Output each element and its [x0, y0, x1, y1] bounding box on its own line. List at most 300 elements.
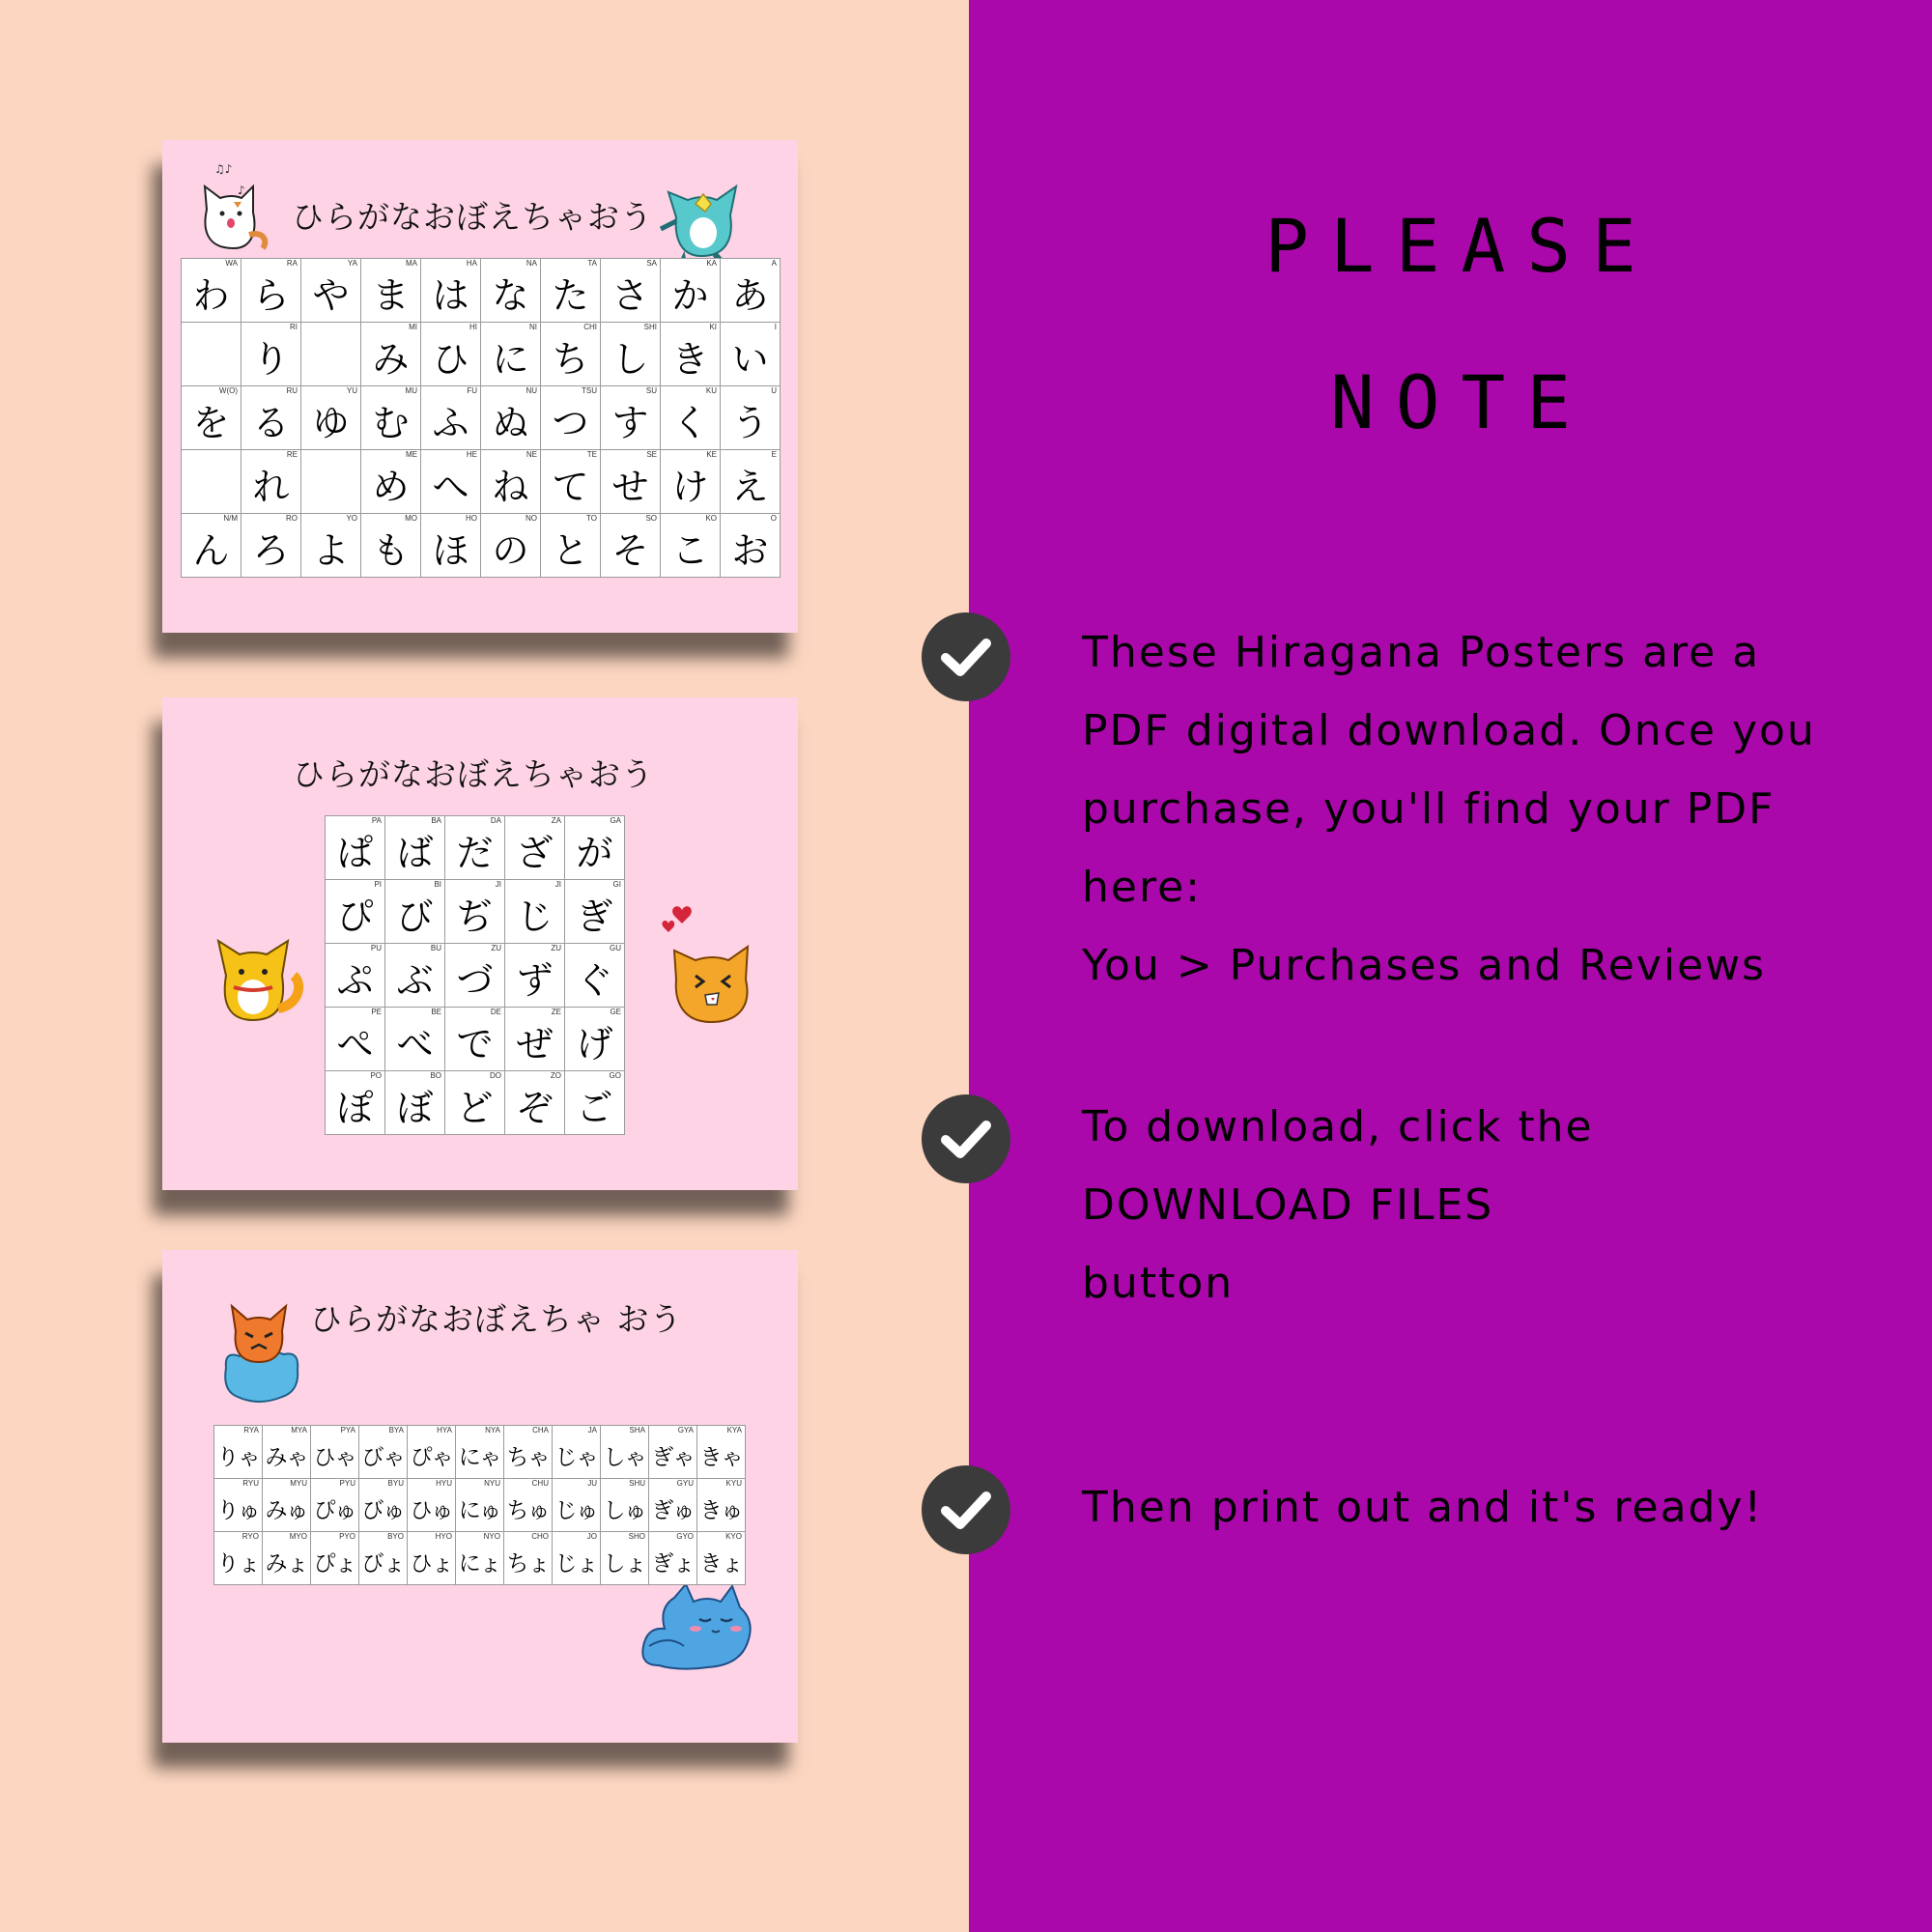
- kana-cell: [649, 1479, 697, 1532]
- note-line: PDF digital download. Once you: [1082, 706, 1816, 755]
- romaji-label: CHO: [531, 1532, 549, 1541]
- kana-cell: [408, 1426, 456, 1479]
- dakuten-chart: [325, 815, 625, 1135]
- yellow-cat-icon: [211, 916, 307, 1036]
- kana-cell: [481, 450, 541, 514]
- kana-cell: [385, 1008, 445, 1071]
- kana-cell: [504, 1426, 553, 1479]
- note-heading: NOTE: [1329, 359, 1593, 445]
- kana-cell: [408, 1479, 456, 1532]
- romaji-label: GYO: [676, 1532, 694, 1541]
- kana-cell: [311, 1532, 359, 1585]
- kana-character: [301, 350, 360, 359]
- kana-cell: [553, 1426, 601, 1479]
- kana-character: ら: [252, 273, 290, 317]
- kana-character: ひゅ: [410, 1497, 453, 1523]
- romaji-label: BA: [431, 816, 441, 825]
- romaji-label: NE: [526, 450, 537, 459]
- kana-character: す: [611, 401, 649, 444]
- kana-character: ぶ: [396, 958, 434, 1002]
- romaji-label: W(O): [218, 386, 238, 395]
- romaji-label: KE: [706, 450, 717, 459]
- romaji-label: PYU: [339, 1479, 355, 1488]
- kana-character: れ: [252, 465, 290, 508]
- kana-row: [182, 514, 781, 578]
- romaji-label: PA: [371, 816, 382, 825]
- kana-cell: [505, 816, 565, 880]
- kana-cell: [326, 880, 385, 944]
- romaji-label: JI: [554, 880, 561, 889]
- kana-cell: [649, 1532, 697, 1585]
- kana-character: づ: [456, 958, 494, 1002]
- kana-character: ぎ: [576, 895, 613, 938]
- sleeping-cat-icon: [639, 1578, 757, 1675]
- kana-cell: [408, 1532, 456, 1585]
- kana-character: あ: [731, 273, 769, 317]
- romaji-label: RI: [290, 323, 298, 331]
- kana-cell: [456, 1532, 504, 1585]
- romaji-label: JO: [586, 1532, 597, 1541]
- romaji-label: PU: [370, 944, 382, 952]
- kana-cell: [601, 259, 661, 323]
- kana-character: ゆ: [312, 401, 350, 444]
- kana-character: た: [552, 273, 589, 317]
- kana-cell: [504, 1532, 553, 1585]
- kana-cell: [326, 816, 385, 880]
- kana-cell: [242, 386, 301, 450]
- romaji-label: SHO: [628, 1532, 645, 1541]
- kana-row: [182, 259, 781, 323]
- romaji-label: A: [771, 259, 777, 268]
- kana-cell: [361, 450, 421, 514]
- please-heading: PLEASE: [1264, 203, 1658, 289]
- note-line: button: [1082, 1259, 1235, 1308]
- kana-row: [214, 1479, 746, 1532]
- kana-cell: [385, 880, 445, 944]
- kana-cell: [301, 450, 361, 514]
- kana-character: びゅ: [361, 1497, 405, 1523]
- poster-basic-hiragana: [162, 140, 798, 633]
- kana-cell: [661, 323, 721, 386]
- romaji-label: FU: [467, 386, 477, 395]
- kana-cell: [182, 514, 242, 578]
- romaji-label: YU: [346, 386, 357, 395]
- kana-row: [182, 323, 781, 386]
- romaji-label: ZU: [551, 944, 561, 952]
- romaji-label: HYA: [437, 1426, 452, 1435]
- kana-character: りょ: [216, 1550, 260, 1577]
- kana-character: み: [372, 337, 410, 381]
- kana-character: ぴゃ: [410, 1444, 453, 1470]
- kana-character: にゅ: [458, 1497, 501, 1523]
- romaji-label: MYA: [291, 1426, 307, 1435]
- romaji-label: PE: [371, 1008, 382, 1016]
- romaji-label: SHI: [643, 323, 657, 331]
- kana-character: か: [671, 273, 709, 317]
- kana-character: ぬ: [492, 401, 529, 444]
- kana-cell: [721, 259, 781, 323]
- note-print: [1082, 1468, 1903, 1547]
- kana-cell: [326, 1071, 385, 1135]
- note-line: Then print out and it's ready!: [1082, 1483, 1764, 1532]
- kana-cell: [541, 514, 601, 578]
- poster-title: ひらがなおぼえちゃおう: [293, 755, 654, 793]
- kana-character: みょ: [265, 1550, 308, 1577]
- kana-character: お: [731, 528, 769, 572]
- romaji-label: RYO: [242, 1532, 259, 1541]
- check-icon: [922, 612, 1010, 701]
- romaji-label: HE: [466, 450, 477, 459]
- kana-character: よ: [312, 528, 350, 572]
- kana-cell: [505, 1071, 565, 1135]
- romaji-label: NA: [526, 259, 537, 268]
- kana-cell: [456, 1479, 504, 1532]
- romaji-label: NO: [526, 514, 537, 523]
- kana-character: みゅ: [265, 1497, 308, 1523]
- kana-character: こ: [671, 528, 709, 572]
- kana-character: せ: [611, 465, 649, 508]
- romaji-label: KI: [709, 323, 717, 331]
- romaji-label: GA: [610, 816, 621, 825]
- kana-cell: [565, 944, 625, 1008]
- kana-cell: [481, 386, 541, 450]
- romaji-label: KA: [706, 259, 717, 268]
- note-download-button: [1082, 1088, 1903, 1322]
- kana-cell: [445, 880, 505, 944]
- romaji-label: NU: [526, 386, 537, 395]
- kana-character: ひゃ: [313, 1444, 356, 1470]
- kana-cell: [541, 323, 601, 386]
- poster-title: ひらがなおぼえちゃ おう: [310, 1300, 683, 1338]
- kana-character: な: [492, 273, 529, 317]
- romaji-label: PO: [370, 1071, 382, 1080]
- romaji-label: RA: [286, 259, 298, 268]
- kana-character: つ: [552, 401, 589, 444]
- romaji-label: MI: [409, 323, 417, 331]
- romaji-label: ZU: [491, 944, 501, 952]
- romaji-label: RO: [286, 514, 298, 523]
- kana-cell: [661, 259, 721, 323]
- kana-character: ぞ: [516, 1086, 554, 1129]
- svg-text:♫♪: ♫♪: [214, 162, 233, 176]
- romaji-label: BE: [431, 1008, 441, 1016]
- romaji-label: SHA: [629, 1426, 645, 1435]
- kana-cell: [361, 259, 421, 323]
- kana-cell: [601, 1479, 649, 1532]
- romaji-label: BI: [434, 880, 441, 889]
- kana-cell: [311, 1426, 359, 1479]
- note-line: To download, click the: [1082, 1102, 1594, 1151]
- kana-character: ば: [396, 831, 434, 874]
- singing-cat-icon: [195, 159, 272, 251]
- romaji-label: GYA: [677, 1426, 694, 1435]
- romaji-label: ZA: [551, 816, 561, 825]
- kana-character: ぎゃ: [651, 1444, 695, 1470]
- kana-cell: [359, 1479, 408, 1532]
- check-icon: [922, 1094, 1010, 1183]
- kana-cell: [697, 1479, 746, 1532]
- kana-cell: [697, 1532, 746, 1585]
- kana-cell: [214, 1532, 263, 1585]
- kana-cell: [385, 816, 445, 880]
- romaji-label: BYU: [387, 1479, 404, 1488]
- kana-cell: [541, 450, 601, 514]
- romaji-label: KYU: [725, 1479, 742, 1488]
- kana-cell: [214, 1479, 263, 1532]
- romaji-label: RYU: [242, 1479, 259, 1488]
- romaji-label: KYA: [726, 1426, 742, 1435]
- kana-character: ぴ: [336, 895, 374, 938]
- kana-cell: [421, 386, 481, 450]
- kana-character: ぐ: [576, 958, 613, 1002]
- kana-character: しゅ: [603, 1497, 646, 1523]
- kana-character: ろ: [252, 528, 290, 572]
- poster-dakuten-hiragana: [162, 697, 798, 1190]
- kana-character: じゃ: [554, 1444, 598, 1470]
- romaji-label: CHA: [532, 1426, 549, 1435]
- kana-character: ん: [192, 528, 230, 572]
- kana-row: [326, 1071, 625, 1135]
- romaji-label: KU: [705, 386, 717, 395]
- kana-character: じ: [516, 895, 554, 938]
- kana-cell: [445, 944, 505, 1008]
- kana-character: る: [252, 401, 290, 444]
- romaji-label: BYA: [388, 1426, 404, 1435]
- kana-cell: [601, 323, 661, 386]
- kana-character: を: [192, 401, 230, 444]
- kana-cell: [661, 450, 721, 514]
- kana-cell: [565, 1071, 625, 1135]
- kana-character: きょ: [699, 1550, 743, 1577]
- kana-character: り: [252, 337, 290, 381]
- check-icon: [922, 1465, 1010, 1554]
- kana-cell: [301, 323, 361, 386]
- romaji-label: DO: [490, 1071, 501, 1080]
- svg-text:♪: ♪: [238, 184, 245, 197]
- kana-row: [326, 816, 625, 880]
- kana-row: [182, 450, 781, 514]
- kana-cell: [445, 816, 505, 880]
- romaji-label: PYA: [340, 1426, 355, 1435]
- romaji-label: KO: [705, 514, 717, 523]
- note-line: purchase, you'll find your PDF: [1082, 784, 1776, 834]
- kana-cell: [721, 323, 781, 386]
- kana-cell: [649, 1426, 697, 1479]
- romaji-label: YA: [347, 259, 357, 268]
- poster-combination-hiragana: [162, 1250, 798, 1743]
- kana-character: さ: [611, 273, 649, 317]
- kana-cell: [263, 1532, 311, 1585]
- romaji-label: MO: [405, 514, 417, 523]
- kana-character: ちゅ: [506, 1497, 550, 1523]
- kana-character: ぢ: [456, 895, 494, 938]
- kana-character: ぷ: [336, 958, 374, 1002]
- kana-cell: [553, 1479, 601, 1532]
- kana-character: ず: [516, 958, 554, 1002]
- kana-cell: [361, 386, 421, 450]
- kana-cell: [385, 944, 445, 1008]
- kana-cell: [301, 259, 361, 323]
- kana-cell: [601, 1532, 649, 1585]
- kana-character: に: [492, 337, 529, 381]
- kana-cell: [445, 1008, 505, 1071]
- kana-cell: [481, 259, 541, 323]
- kana-cell: [242, 323, 301, 386]
- kana-character: ど: [456, 1086, 494, 1129]
- kana-cell: [421, 323, 481, 386]
- kana-character: け: [671, 465, 709, 508]
- kana-character: ご: [576, 1086, 613, 1129]
- kana-character: ぴゅ: [313, 1497, 356, 1523]
- kana-cell: [505, 880, 565, 944]
- kana-character: ね: [492, 465, 529, 508]
- kana-cell: [481, 514, 541, 578]
- kana-cell: [242, 514, 301, 578]
- romaji-label: BYO: [387, 1532, 404, 1541]
- romaji-label: TSU: [582, 386, 597, 395]
- kana-character: し: [611, 337, 649, 381]
- romaji-label: GU: [610, 944, 621, 952]
- kana-cell: [361, 323, 421, 386]
- kana-character: にょ: [458, 1550, 501, 1577]
- romaji-label: WA: [225, 259, 238, 268]
- kana-character: にゃ: [458, 1444, 501, 1470]
- romaji-label: TE: [586, 450, 597, 459]
- kana-cell: [601, 514, 661, 578]
- romaji-label: GYU: [676, 1479, 694, 1488]
- heart-eyes-cat-icon: [661, 900, 767, 1026]
- romaji-label: NI: [529, 323, 537, 331]
- romaji-label: N/M: [223, 514, 238, 523]
- kana-character: ほ: [432, 528, 469, 572]
- kana-character: わ: [192, 273, 230, 317]
- romaji-label: CHI: [583, 323, 597, 331]
- kana-character: しゃ: [603, 1444, 646, 1470]
- kana-cell: [601, 386, 661, 450]
- kana-character: そ: [611, 528, 649, 572]
- note-line: These Hiragana Posters are a: [1082, 628, 1761, 677]
- kana-cell: [263, 1479, 311, 1532]
- kana-cell: [421, 259, 481, 323]
- kana-cell: [326, 1008, 385, 1071]
- angry-cat-on-pillow-icon: [220, 1298, 301, 1406]
- kana-character: じゅ: [554, 1497, 598, 1523]
- kana-character: の: [492, 528, 529, 572]
- kana-row: [214, 1426, 746, 1479]
- kana-character: [301, 477, 360, 487]
- romaji-label: BO: [430, 1071, 441, 1080]
- romaji-label: YO: [346, 514, 357, 523]
- romaji-label: JI: [495, 880, 501, 889]
- kana-character: く: [671, 401, 709, 444]
- romaji-label: KYO: [725, 1532, 742, 1541]
- kana-character: も: [372, 528, 410, 572]
- kana-row: [326, 1008, 625, 1071]
- romaji-label: GI: [612, 880, 621, 889]
- kana-cell: [661, 514, 721, 578]
- kana-cell: [541, 386, 601, 450]
- romaji-label: SA: [646, 259, 657, 268]
- kana-character: ぎょ: [651, 1550, 695, 1577]
- kana-character: が: [576, 831, 613, 874]
- kana-row: [214, 1532, 746, 1585]
- romaji-label: MYU: [290, 1479, 307, 1488]
- kana-cell: [697, 1426, 746, 1479]
- romaji-label: NYU: [484, 1479, 500, 1488]
- note-download-info: [1082, 613, 1903, 1005]
- kana-cell: [505, 1008, 565, 1071]
- romaji-label: JU: [587, 1479, 597, 1488]
- hiragana-chart: [181, 258, 781, 578]
- kana-cell: [661, 386, 721, 450]
- kana-character: しょ: [603, 1550, 646, 1577]
- romaji-label: JA: [587, 1426, 597, 1435]
- kana-character: ぜ: [516, 1022, 554, 1065]
- kana-character: ぼ: [396, 1086, 434, 1129]
- kana-cell: [326, 944, 385, 1008]
- note-line: DOWNLOAD FILES: [1082, 1180, 1494, 1230]
- romaji-label: HYO: [435, 1532, 452, 1541]
- romaji-label: MA: [406, 259, 417, 268]
- kana-character: へ: [432, 465, 469, 508]
- kana-cell: [421, 514, 481, 578]
- romaji-label: HYU: [436, 1479, 452, 1488]
- kana-cell: [721, 386, 781, 450]
- romaji-label: TA: [587, 259, 597, 268]
- kana-cell: [214, 1426, 263, 1479]
- kana-character: び: [396, 895, 434, 938]
- kana-character: ひ: [432, 337, 469, 381]
- kana-cell: [182, 386, 242, 450]
- kana-character: と: [552, 528, 589, 572]
- kana-character: [182, 350, 241, 359]
- kana-cell: [311, 1479, 359, 1532]
- kana-character: て: [552, 465, 589, 508]
- romaji-label: CHU: [531, 1479, 549, 1488]
- kana-character: め: [372, 465, 410, 508]
- kana-character: え: [731, 465, 769, 508]
- kana-character: きゅ: [699, 1497, 743, 1523]
- romaji-label: ZE: [551, 1008, 561, 1016]
- kana-cell: [182, 323, 242, 386]
- kana-character: ちゃ: [506, 1444, 550, 1470]
- romaji-label: RYA: [243, 1426, 259, 1435]
- romaji-label: E: [771, 450, 777, 459]
- kana-character: き: [671, 337, 709, 381]
- kana-cell: [456, 1426, 504, 1479]
- kana-character: ぺ: [336, 1022, 374, 1065]
- kana-character: む: [372, 401, 410, 444]
- kana-character: きゃ: [699, 1444, 743, 1470]
- kana-cell: [182, 450, 242, 514]
- kana-character: や: [312, 273, 350, 317]
- romaji-label: PYO: [339, 1532, 355, 1541]
- kana-cell: [481, 323, 541, 386]
- kana-character: で: [456, 1022, 494, 1065]
- kana-character: ざ: [516, 831, 554, 874]
- romaji-label: TO: [586, 514, 597, 523]
- kana-cell: [263, 1426, 311, 1479]
- kana-row: [326, 880, 625, 944]
- kana-cell: [242, 450, 301, 514]
- kana-cell: [385, 1071, 445, 1135]
- romaji-label: NYA: [485, 1426, 500, 1435]
- romaji-label: RU: [286, 386, 298, 395]
- kana-row: [326, 944, 625, 1008]
- romaji-label: HA: [466, 259, 477, 268]
- romaji-label: GE: [610, 1008, 621, 1016]
- romaji-label: I: [774, 323, 777, 331]
